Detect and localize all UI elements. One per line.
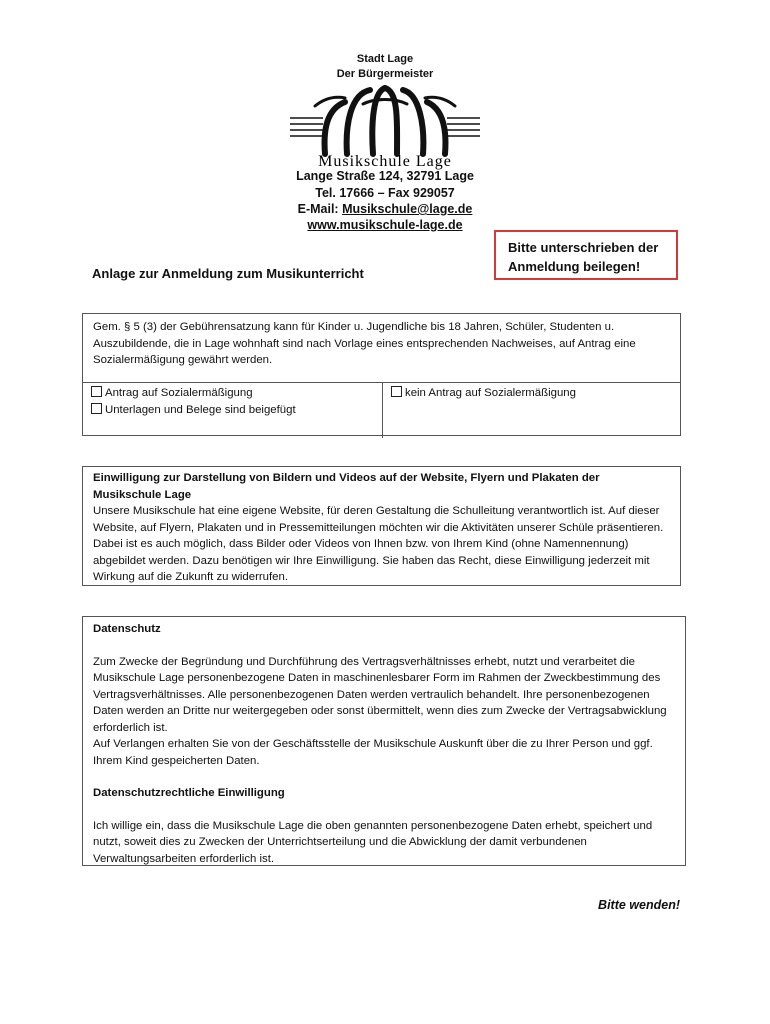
media-consent-text: Unsere Musikschule hat eine eigene Website, für deren Gestaltung die Schulleitung verantwortlich ist. Auf dieser Website, auf Flyern, Plakaten und in Pressemitteilungen möchten wir die Aktivitäten unserer Schüle präsentieren. Dabei ist es auch möglich, dass Bilder oder Videos von Ihnen bzw. von Ihrem Kind (ohne Namennennung) abgebildet werden. Dazu benötigen wir Ihre Einwilligung. Sie haben das Recht, diese Einwilligung jederzeit mit Wirkung auf die Zukunft zu widerrufen. [93,505,664,583]
privacy-text-1: Zum Zwecke der Begründung und Durchführung des Vertragsverhältnisses erhebt, nutzt und verarbeitet die Musikschule Lage personenbezogene Daten in maschinenlesbarer Form im Rahmen der Zweckbestimmung des Vertragsverhältnisses. Alle personenbezogenen Daten werden vertraulich behandelt. Ihre personenbezogenen Daten werden an Dritte nur weitergegeben oder sonst übermittelt, wenn dies zum Zwecke der Vertragsabwicklung erforderlich ist. [93,655,667,734]
privacy-text-2: Auf Verlangen erhalten Sie von der Geschäftsstelle der Musikschule Auskunft über die zu Ihrer Person und ggf. Ihrem Kind gespeicherten Daten. [93,738,653,767]
consent-title: Datenschutzrechtliche Einwilligung [93,787,285,799]
phone-fax: Tel. 17666 – Fax 929057 [315,186,455,200]
privacy-title: Datenschutz [93,623,161,635]
option-no-apply-label: kein Antrag auf Sozialermäßigung [405,387,576,399]
checkbox-icon[interactable] [91,403,102,414]
mayor-title: Der Bürgermeister [336,68,434,80]
fee-reduction-box [82,313,681,436]
notice-line-2: Anmeldung beilegen! [508,259,641,274]
checkbox-icon[interactable] [91,386,102,397]
signature-notice [494,230,678,280]
checkbox-icon[interactable] [391,386,402,397]
option-no-apply[interactable] [391,385,576,402]
notice-line-1: Bitte unterschrieben der [508,240,659,255]
option-apply[interactable] [91,385,374,402]
website-link[interactable]: www.musikschule-lage.de [307,218,463,232]
email-line [0,201,770,218]
page-title: Anlage zur Anmeldung zum Musikunterricht [92,266,364,281]
email-label: E-Mail: [297,202,343,216]
media-consent-title: Einwilligung zur Darstellung von Bildern und Videos auf der Website, Flyern und Plakaten der Musikschule Lage [93,472,600,501]
privacy-box [82,616,686,866]
logo-text: Musikschule Lage [318,153,452,170]
fee-options-right [383,383,584,438]
media-consent-box [82,466,681,586]
option-apply-label: Antrag auf Sozialermäßigung [105,387,253,399]
fee-options-left [83,383,383,438]
city-name: Stadt Lage [356,53,414,65]
fee-options-row [83,382,680,438]
consent-text: Ich willige ein, dass die Musikschule Lage die oben genannten personenbezogene Daten erhebt, speichert und nutzt, soweit dies zu Zwecken der Unterrichtserteilung und die Abwicklung der damit verbundenen Verwaltungsarbeiten erforderlich ist. [93,819,653,865]
email-link[interactable]: Musikschule@lage.de [342,202,473,216]
turn-page-note: Bitte wenden! [598,898,680,912]
option-documents-label: Unterlagen und Belege sind beigefügt [105,403,296,416]
option-documents[interactable] [91,402,374,419]
fee-text: Gem. § 5 (3) der Gebührensatzung kann für Kinder u. Jugendliche bis 18 Jahren, Schüler, Studenten u. Auszubildende, die in Lage wohnhaft sind nach Vorlage eines entsprechenden Nachweises, auf Antrag eine Sozialermäßigung gewährt werden. [93,321,636,366]
address: Lange Straße 124, 32791 Lage [296,169,474,183]
music-school-logo [285,84,485,170]
